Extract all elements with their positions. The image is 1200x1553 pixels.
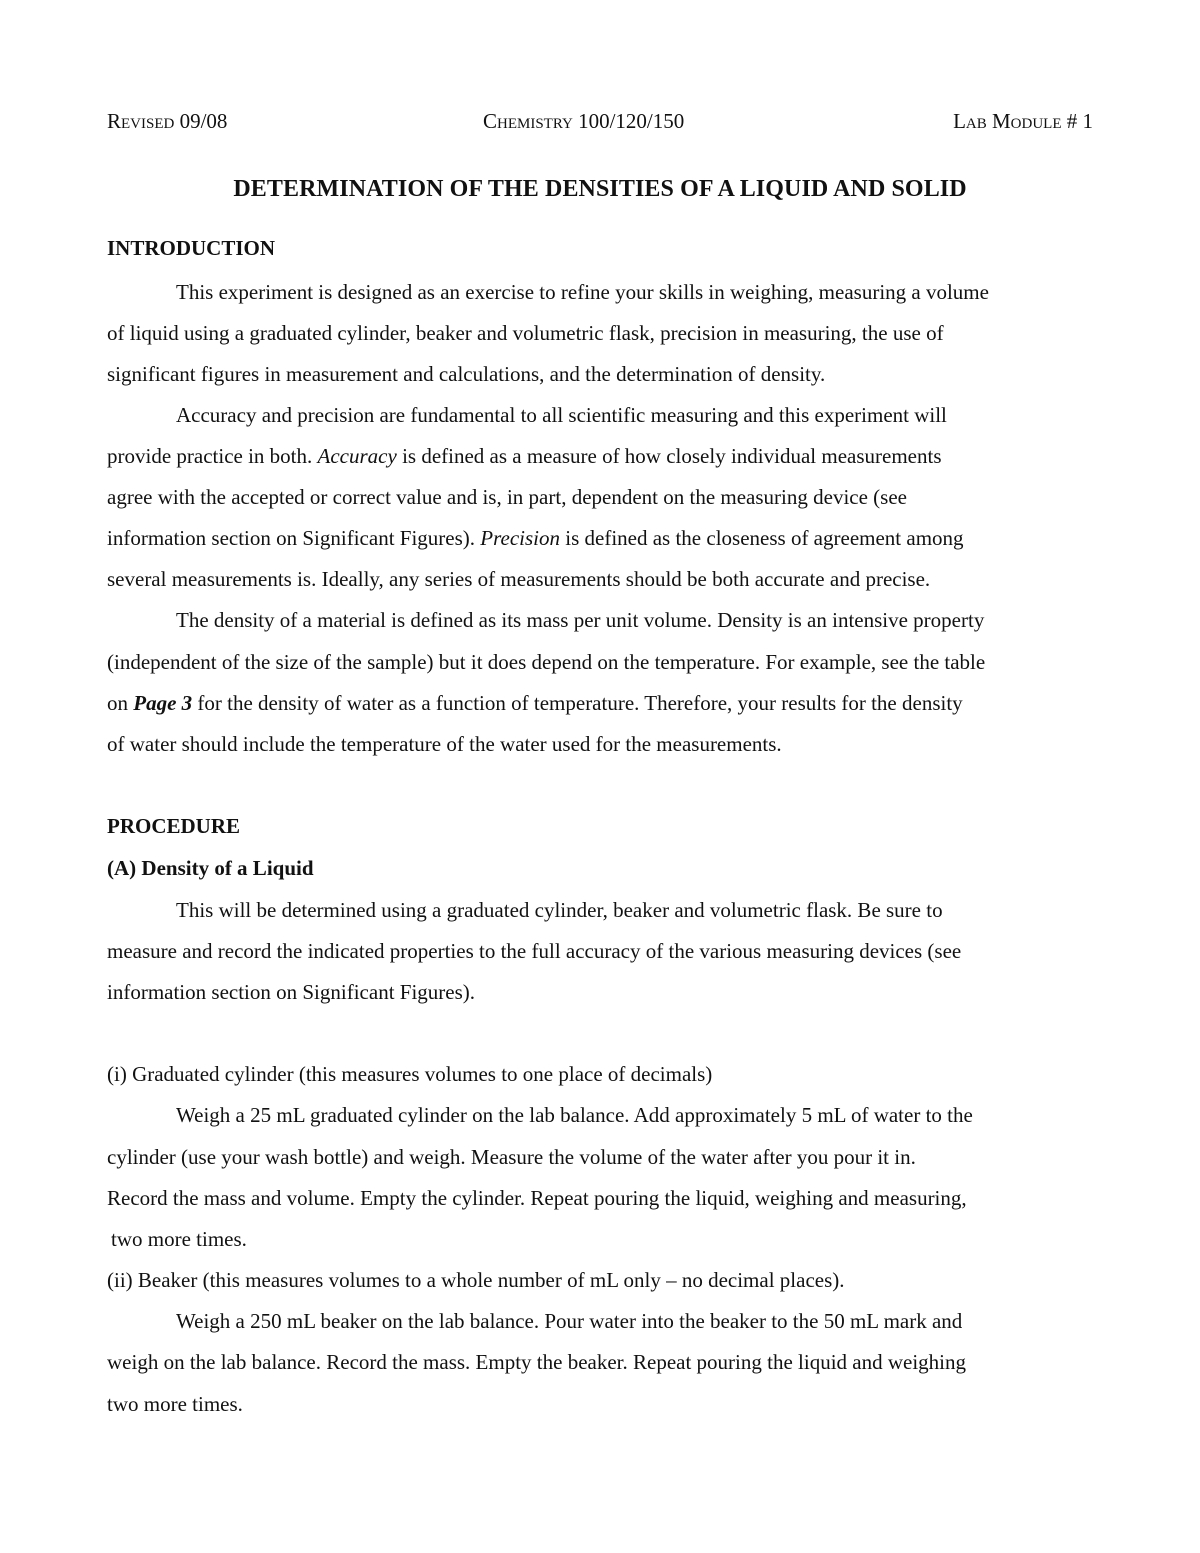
- header-revision: Revised 09/08: [107, 109, 228, 133]
- header-course: Chemistry 100/120/150: [483, 109, 685, 133]
- cylinder-step-line: Record the mass and volume. Empty the cylinder. Repeat pouring the liquid, weighing and measuring,: [107, 1186, 967, 1210]
- intro-p2-line: information section on Significant Figures). Precision is defined as the closeness of agreement among: [107, 526, 964, 550]
- cylinder-step-line: two more times.: [111, 1227, 247, 1251]
- intro-p1-line: of liquid using a graduated cylinder, beaker and volumetric flask, precision in measuring, the use of: [107, 321, 944, 345]
- procedure-intro-line: measure and record the indicated properties to the full accuracy of the various measuring devices (see: [107, 939, 962, 963]
- introduction-heading: INTRODUCTION: [107, 236, 276, 260]
- cylinder-step-line: Weigh a 25 mL graduated cylinder on the lab balance. Add approximately 5 mL of water to the: [176, 1103, 973, 1127]
- term-precision: Precision: [480, 526, 560, 550]
- cylinder-step-line: cylinder (use your wash bottle) and weigh. Measure the volume of the water after you pour it in.: [107, 1145, 916, 1169]
- term-accuracy: Accuracy: [317, 444, 397, 468]
- beaker-step-line: two more times.: [107, 1392, 243, 1416]
- intro-p1-line: This experiment is designed as an exercise to refine your skills in weighing, measuring a volume: [176, 280, 989, 304]
- page-header: [107, 109, 1093, 139]
- procedure-heading: PROCEDURE: [107, 814, 241, 838]
- procedure-intro-line: This will be determined using a graduated cylinder, beaker and volumetric flask. Be sure to: [176, 898, 943, 922]
- intro-p3-line: of water should include the temperature of the water used for the measurements.: [107, 732, 782, 756]
- page-3-reference: Page 3: [133, 691, 193, 715]
- density-liquid-subheading: (A) Density of a Liquid: [107, 856, 314, 880]
- intro-p3-line: The density of a material is defined as its mass per unit volume. Density is an intensive property: [176, 608, 985, 632]
- intro-p2-line: Accuracy and precision are fundamental to all scientific measuring and this experiment will: [176, 403, 947, 427]
- beaker-heading: (ii) Beaker (this measures volumes to a whole number of mL only – no decimal places).: [107, 1268, 845, 1292]
- document-title: DETERMINATION OF THE DENSITIES OF A LIQUID AND SOLID: [233, 176, 967, 202]
- beaker-step-line: Weigh a 250 mL beaker on the lab balance. Pour water into the beaker to the 50 mL mark and: [176, 1309, 963, 1333]
- intro-p2-line: agree with the accepted or correct value and is, in part, dependent on the measuring device (see: [107, 485, 907, 509]
- intro-p3-line: (independent of the size of the sample) but it does depend on the temperature. For example, see the table: [107, 650, 986, 674]
- intro-p1-line: significant figures in measurement and calculations, and the determination of density.: [107, 362, 826, 386]
- intro-p3-line: on Page 3 for the density of water as a function of temperature. Therefore, your results for the density: [107, 691, 963, 715]
- graduated-cylinder-heading: (i) Graduated cylinder (this measures volumes to one place of decimals): [107, 1062, 713, 1086]
- intro-p2-line: several measurements is. Ideally, any series of measurements should be both accurate and precise.: [107, 567, 931, 591]
- procedure-intro-line: information section on Significant Figures).: [107, 980, 476, 1004]
- intro-p2-line: provide practice in both. Accuracy is defined as a measure of how closely individual measurements: [107, 444, 942, 468]
- header-module: Lab Module # 1: [953, 109, 1093, 133]
- beaker-step-line: weigh on the lab balance. Record the mass. Empty the beaker. Repeat pouring the liquid and weighing: [107, 1350, 967, 1374]
